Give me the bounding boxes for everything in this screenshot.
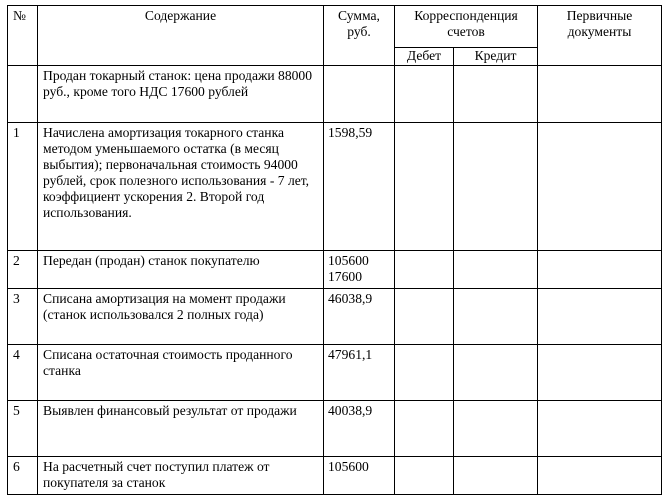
row-content: Списана остаточная стоимость проданного станка	[38, 345, 324, 401]
row-number: 1	[8, 123, 38, 251]
row-debit	[395, 345, 454, 401]
row-credit	[454, 66, 538, 123]
row-documents	[538, 251, 662, 289]
header-documents: Первичные документы	[538, 6, 662, 66]
row-debit	[395, 289, 454, 345]
row-documents	[538, 457, 662, 495]
row-number: 6	[8, 457, 38, 495]
header-correspondence: Корреспонденция счетов	[395, 6, 538, 48]
table-row	[8, 289, 662, 345]
row-debit	[395, 251, 454, 289]
row-amount: 105600	[324, 457, 395, 495]
row-credit	[454, 401, 538, 457]
row-number: 2	[8, 251, 38, 289]
table-row	[8, 66, 662, 123]
row-documents	[538, 123, 662, 251]
row-amount: 47961,1	[324, 345, 395, 401]
header-credit: Кредит	[454, 48, 538, 66]
transactions-table	[7, 5, 662, 495]
header-number: №	[8, 6, 38, 66]
row-debit	[395, 66, 454, 123]
table-row	[8, 123, 662, 251]
row-debit	[395, 123, 454, 251]
row-credit	[454, 345, 538, 401]
row-credit	[454, 123, 538, 251]
table-row	[8, 457, 662, 495]
row-credit	[454, 289, 538, 345]
header-debit: Дебет	[395, 48, 454, 66]
row-amount	[324, 66, 395, 123]
row-credit	[454, 251, 538, 289]
row-documents	[538, 66, 662, 123]
header-row	[8, 6, 662, 48]
row-content: Начислена амортизация токарного станка методом уменьшаемого остатка (в месяц выбытия); первоначальная стоимость 94000 рублей, срок полезного использования - 7 лет, коэффициент ускорения 2. Второй год использования.	[38, 123, 324, 251]
row-amount: 105600 17600	[324, 251, 395, 289]
row-documents	[538, 289, 662, 345]
row-debit	[395, 401, 454, 457]
row-number: 5	[8, 401, 38, 457]
table-row	[8, 345, 662, 401]
row-debit	[395, 457, 454, 495]
table-row	[8, 251, 662, 289]
row-credit	[454, 457, 538, 495]
row-number	[8, 66, 38, 123]
row-content: На расчетный счет поступил платеж от покупателя за станок	[38, 457, 324, 495]
row-content: Продан токарный станок: цена продажи 88000 руб., кроме того НДС 17600 рублей	[38, 66, 324, 123]
table-row	[8, 401, 662, 457]
row-number: 3	[8, 289, 38, 345]
header-content: Содержание	[38, 6, 324, 66]
row-number: 4	[8, 345, 38, 401]
row-documents	[538, 401, 662, 457]
row-amount: 40038,9	[324, 401, 395, 457]
row-amount: 46038,9	[324, 289, 395, 345]
row-content: Передан (продан) станок покупателю	[38, 251, 324, 289]
row-documents	[538, 345, 662, 401]
row-content: Выявлен финансовый результат от продажи	[38, 401, 324, 457]
row-content: Списана амортизация на момент продажи (станок использовался 2 полных года)	[38, 289, 324, 345]
row-amount: 1598,59	[324, 123, 395, 251]
header-amount: Сумма, руб.	[324, 6, 395, 66]
